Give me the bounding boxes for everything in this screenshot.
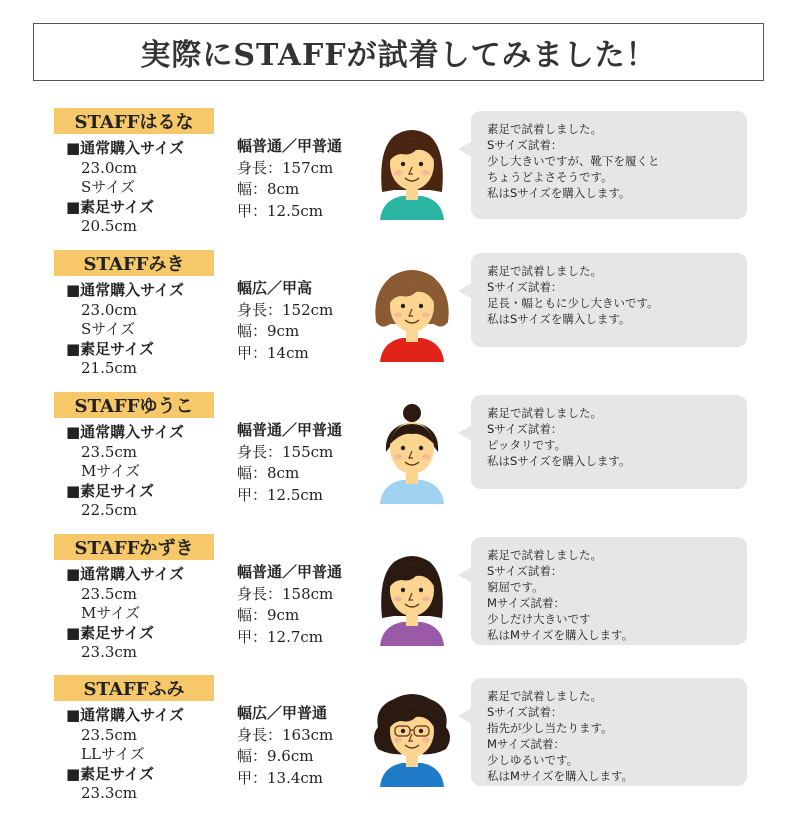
usual-size-value: Mサイズ <box>81 462 141 480</box>
bare-foot-size-value: 21.5cm <box>81 359 138 377</box>
bare-foot-size-label: ■素足サイズ <box>66 481 154 500</box>
comment-line: ちょうどよさそうです。 <box>487 170 613 184</box>
avatar-right-eye <box>419 588 423 592</box>
bare-foot-size-value: 20.5cm <box>81 217 138 235</box>
usual-size-label: ■通常購入サイズ <box>66 565 184 583</box>
avatar-left-eye <box>401 162 405 166</box>
foot-width: 幅：9.6cm <box>237 747 314 765</box>
comment-line: 素足で試着しました。 <box>487 406 602 420</box>
foot-type: 幅普通／甲普通 <box>237 137 343 155</box>
usual-size-cm: 23.5cm <box>81 725 138 744</box>
comment-line: Sサイズ試着： <box>487 138 563 152</box>
comment-bubble <box>471 111 747 219</box>
comment-line: Sサイズ試着： <box>487 422 563 436</box>
avatar-right-cheek <box>422 171 430 176</box>
staff-avatar-illustration <box>372 687 452 787</box>
comment-line: 素足で試着しました。 <box>487 264 602 278</box>
body-height: 身長：152cm <box>237 300 334 319</box>
foot-measurements <box>237 278 333 364</box>
avatar-left-cheek <box>394 597 402 602</box>
foot-width: 幅：9cm <box>237 322 300 340</box>
page-title: 実際にSTAFFが試着してみました！ <box>33 23 764 81</box>
comment-line: 私はMサイズを購入します。 <box>487 769 634 783</box>
avatar-right-cheek <box>422 738 430 743</box>
usual-size-value: Mサイズ <box>81 604 141 622</box>
comment-line: 私はMサイズを購入します。 <box>487 628 634 642</box>
usual-size-label: ■通常購入サイズ <box>66 423 184 441</box>
bare-foot-size-label: ■素足サイズ <box>66 339 154 358</box>
avatar-right-eye <box>419 729 423 733</box>
avatar-left-eye <box>401 446 405 450</box>
shoe-size-info <box>66 281 184 379</box>
comment-line: Sサイズ試着： <box>487 564 563 578</box>
foot-type: 幅広／甲高 <box>237 279 313 297</box>
staff-avatar <box>372 546 452 646</box>
comment-line: Mサイズ試着： <box>487 596 566 610</box>
staff-name-tag: STAFFはるな <box>54 108 214 134</box>
comment-line: 私はSサイズを購入します。 <box>487 312 631 326</box>
body-height: 身長：158cm <box>237 584 334 603</box>
avatar-right-cheek <box>422 313 430 318</box>
comment-line: Sサイズ試着： <box>487 280 563 294</box>
avatar-left-cheek <box>394 313 402 318</box>
comment-line: 少しゆるいです。 <box>487 753 579 767</box>
usual-size-label: ■通常購入サイズ <box>66 706 184 724</box>
usual-size-label: ■通常購入サイズ <box>66 281 184 299</box>
staff-row <box>0 108 800 248</box>
avatar-left-cheek <box>394 738 402 743</box>
foot-measurements <box>237 703 333 789</box>
foot-instep: 甲：12.5cm <box>237 201 324 220</box>
avatar-hair-bun <box>403 404 421 422</box>
foot-width: 幅：8cm <box>237 180 300 198</box>
bare-foot-size-label: ■素足サイズ <box>66 764 154 783</box>
foot-instep: 甲：12.7cm <box>237 627 324 646</box>
foot-type: 幅普通／甲普通 <box>237 563 343 581</box>
foot-instep: 甲：14cm <box>237 343 309 362</box>
usual-size-cm: 23.0cm <box>81 158 138 177</box>
usual-size-value: LLサイズ <box>81 745 145 763</box>
foot-measurements <box>237 420 342 506</box>
staff-avatar-illustration <box>372 120 452 220</box>
usual-size-value: Sサイズ <box>81 178 136 196</box>
comment-line: 少し大きいですが、靴下を履くと <box>487 154 660 168</box>
staff-avatar <box>372 262 452 362</box>
comment-bubble <box>471 678 747 786</box>
staff-name-tag: STAFFみき <box>54 250 214 276</box>
staff-avatar-illustration <box>372 404 452 504</box>
body-height: 身長：163cm <box>237 725 334 744</box>
shoe-size-info <box>66 706 184 804</box>
comment-line: 素足で試着しました。 <box>487 122 602 136</box>
usual-size-cm: 23.5cm <box>81 584 138 603</box>
bare-foot-size-value: 23.3cm <box>81 784 138 802</box>
usual-size-value: Sサイズ <box>81 320 136 338</box>
foot-width: 幅：8cm <box>237 464 300 482</box>
comment-bubble <box>471 395 747 489</box>
bare-foot-size-value: 23.3cm <box>81 643 138 661</box>
comment-line: 私はSサイズを購入します。 <box>487 186 631 200</box>
avatar-right-eye <box>419 446 423 450</box>
usual-size-cm: 23.5cm <box>81 442 138 461</box>
foot-measurements <box>237 562 342 648</box>
shoe-size-info <box>66 423 184 521</box>
comment-line: 素足で試着しました。 <box>487 689 602 703</box>
foot-instep: 甲：12.5cm <box>237 485 324 504</box>
avatar-left-cheek <box>394 171 402 176</box>
avatar-left-cheek <box>394 455 402 460</box>
staff-row <box>0 675 800 815</box>
avatar-left-eye <box>401 729 405 733</box>
staff-avatar-illustration <box>372 546 452 646</box>
staff-name-tag: STAFFふみ <box>54 675 214 701</box>
staff-row <box>0 250 800 390</box>
bare-foot-size-value: 22.5cm <box>81 501 138 519</box>
foot-measurements <box>237 136 342 222</box>
staff-row <box>0 534 800 674</box>
comment-line: 窮屈です。 <box>487 580 544 594</box>
comment-line: 少しだけ大きいです <box>487 612 591 626</box>
avatar-right-eye <box>419 304 423 308</box>
comment-line: 指先が少し当たります。 <box>487 721 613 735</box>
bare-foot-size-label: ■素足サイズ <box>66 197 154 216</box>
comment-line: 素足で試着しました。 <box>487 548 602 562</box>
body-height: 身長：157cm <box>237 158 334 177</box>
comment-line: ピッタリです。 <box>487 438 567 452</box>
comment-line: 足長・幅ともに少し大きいです。 <box>487 296 659 310</box>
bare-foot-size-label: ■素足サイズ <box>66 623 154 642</box>
foot-width: 幅：9cm <box>237 606 300 624</box>
body-height: 身長：155cm <box>237 442 334 461</box>
staff-row <box>0 392 800 532</box>
comment-line: 私はSサイズを購入します。 <box>487 454 631 468</box>
staff-name-tag: STAFFゆうこ <box>54 392 214 418</box>
staff-avatar <box>372 687 452 787</box>
avatar-left-eye <box>401 588 405 592</box>
staff-avatar <box>372 120 452 220</box>
comment-bubble <box>471 253 747 347</box>
foot-instep: 甲：13.4cm <box>237 768 324 787</box>
avatar-left-eye <box>401 304 405 308</box>
comment-bubble <box>471 537 747 645</box>
foot-type: 幅広／甲普通 <box>237 704 328 722</box>
shoe-size-info <box>66 565 184 663</box>
avatar-right-cheek <box>422 597 430 602</box>
staff-avatar <box>372 404 452 504</box>
foot-type: 幅普通／甲普通 <box>237 421 343 439</box>
avatar-right-eye <box>419 162 423 166</box>
comment-line: Mサイズ試着： <box>487 737 566 751</box>
avatar-right-cheek <box>422 455 430 460</box>
staff-name-tag: STAFFかずき <box>54 534 214 560</box>
usual-size-cm: 23.0cm <box>81 300 138 319</box>
shoe-size-info <box>66 139 184 237</box>
comment-line: Sサイズ試着： <box>487 705 563 719</box>
staff-avatar-illustration <box>372 262 452 362</box>
usual-size-label: ■通常購入サイズ <box>66 139 184 157</box>
